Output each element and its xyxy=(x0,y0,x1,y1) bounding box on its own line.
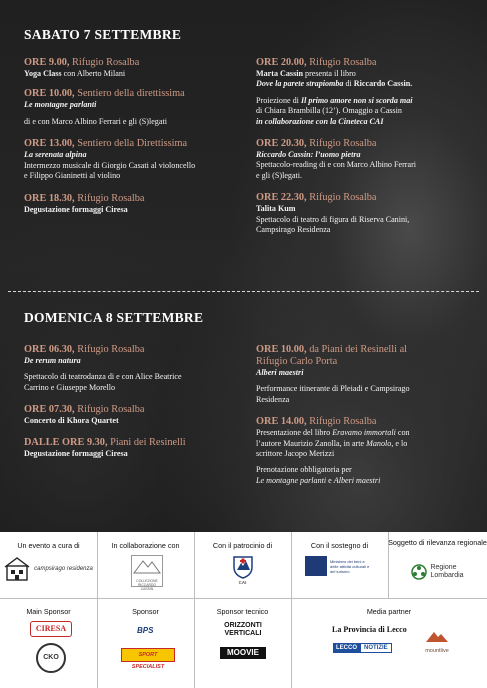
event-title: Degustazione formaggi Ciresa xyxy=(24,205,128,215)
orizzonti-verticali-logo: ORIZZONTI VERTICALI xyxy=(224,622,262,637)
event-uomo-pietra xyxy=(256,138,484,181)
event-title: Concerto di Khora Quartet xyxy=(24,416,119,426)
event-desc: Presentazione del libro xyxy=(256,428,333,438)
logo-text: Lombardia xyxy=(430,572,464,579)
event-desc: di e con Marco Albino Ferrari e gli (S)legati xyxy=(24,116,167,126)
event-desc: e Filippo Gianinetti al violino xyxy=(24,171,121,181)
event-author: Riccardo Cassin. xyxy=(353,79,413,89)
cassin-logo xyxy=(131,555,163,591)
event-desc: l’autore Maurizio Zanolla, in arte xyxy=(256,438,367,448)
box-caption: Sponsor xyxy=(132,607,159,616)
ciresa-logo: CIRESA xyxy=(30,621,72,637)
box-caption: Media partner xyxy=(366,607,412,616)
logo-text: campsirago residenza xyxy=(34,565,93,572)
event-title: Eravamo immortali xyxy=(332,428,396,438)
event-title: Le montagne parlanti xyxy=(24,100,97,110)
mountlive-logo xyxy=(419,629,455,654)
box-caption: Un evento a cura di xyxy=(17,541,80,550)
main-sponsor-box xyxy=(0,598,98,688)
organizer-box xyxy=(0,532,98,599)
box-caption: Main Sponsor xyxy=(26,607,71,616)
lombardia-rose-icon xyxy=(411,564,427,580)
event-place: Sentiero della Direttissima xyxy=(74,138,188,150)
day1-right-column xyxy=(256,57,484,245)
campsirago-logo xyxy=(0,556,97,582)
event-desc: presenta il libro xyxy=(303,69,356,78)
box-caption: Sponsor tecnico xyxy=(216,607,269,616)
booking-note: Prenotazione obbligatoria per xyxy=(256,465,352,475)
sponsor-box xyxy=(97,598,195,688)
sport-specialist-logo: SPORT SPECIALIST xyxy=(121,648,175,662)
lecco-notizie-logo xyxy=(333,643,392,653)
event-desc: Spettacolo di teatrodanza di e con Alice Beatrice xyxy=(24,372,182,382)
mibact-mark-icon xyxy=(305,556,327,576)
event-place: Piani dei Resinelli xyxy=(107,436,186,448)
event-time: ORE 14.00, xyxy=(256,416,307,428)
patronage-box xyxy=(194,532,292,599)
booking-event: Le montagne parlanti xyxy=(256,475,327,485)
event-place: Rifugio Rosalba xyxy=(306,416,377,428)
logo-text: LECCO xyxy=(333,643,360,653)
event-place: Rifugio Rosalba xyxy=(306,138,377,150)
event-time: ORE 20.30, xyxy=(256,138,307,150)
event-yoga xyxy=(24,57,246,79)
cai-logo xyxy=(194,555,291,586)
box-caption: Con il sostegno di xyxy=(310,541,369,550)
event-title: Yoga Class xyxy=(24,69,62,78)
event-time: ORE 13.00, xyxy=(24,138,75,150)
box-caption: Soggetto di rilevanza regionale xyxy=(388,538,487,547)
event-desc: con Alberto Milani xyxy=(61,69,126,78)
tech-sponsor-box xyxy=(194,598,292,688)
event-montagne-parlanti xyxy=(24,88,246,127)
event-time: ORE 9.00, xyxy=(24,57,70,68)
event-desc: e gli (S)legati. xyxy=(256,170,303,180)
event-title: Talita Kum xyxy=(256,204,296,214)
event-desc: scrittore Jacopo Merizzi xyxy=(256,449,335,459)
moovie-logo: MOOVIE xyxy=(220,647,266,659)
logo-text: Ministero dei beni e delle attività culturali e del turismo xyxy=(330,558,370,574)
event-place: Rifugio Rosalba xyxy=(69,57,140,68)
cko-logo: CKO xyxy=(36,643,66,673)
collaboration-box xyxy=(97,532,195,599)
event-marta-cassin xyxy=(256,57,484,127)
event-place: Sentiero della direttissima xyxy=(74,88,185,100)
logo-text: Regione xyxy=(430,564,457,571)
logo-text: mountlive xyxy=(425,648,449,654)
event-desc: Campsirago Residenza xyxy=(256,225,331,235)
event-place: da Piani dei Resinelli al xyxy=(306,344,408,355)
mountain-icon xyxy=(132,556,162,574)
day2-right-column xyxy=(256,344,484,496)
event-desc: , e lo xyxy=(391,438,408,448)
event-time: ORE 06.30, xyxy=(24,344,75,355)
box-caption: In collaborazione con xyxy=(111,541,180,550)
event-desc: di xyxy=(343,79,354,89)
event-time: ORE 22.30, xyxy=(256,192,307,204)
event-place: Rifugio Rosalba xyxy=(74,344,145,355)
event-eravamo-immortali xyxy=(256,416,484,486)
event-desc: di Chiara Brambilla (12’). Omaggio a Cassin xyxy=(256,106,402,116)
bps-logo: BPS xyxy=(137,626,154,635)
event-desc: Proiezione di xyxy=(256,95,301,105)
event-title: Il primo amore non si scorda mai xyxy=(300,95,413,105)
event-degustazione-sunday xyxy=(24,437,246,459)
booking-note: e xyxy=(326,475,334,485)
event-time: ORE 20.00, xyxy=(256,57,307,68)
event-time: DALLE ORE 9.30, xyxy=(24,436,108,448)
support-box xyxy=(291,532,389,599)
event-time: ORE 18.30, xyxy=(24,193,75,205)
event-place: Rifugio Rosalba xyxy=(306,192,377,204)
event-title: Dove la parete strapiomba xyxy=(256,79,344,89)
mibact-logo xyxy=(291,556,388,576)
event-title: Alberi maestri xyxy=(256,368,304,377)
event-desc: Manolo xyxy=(366,438,392,448)
event-degustazione xyxy=(24,193,246,215)
event-desc: con xyxy=(395,428,410,438)
event-desc: Residenza xyxy=(256,394,290,404)
day-title-saturday: SABATO 7 SETTEMBRE xyxy=(24,27,182,42)
event-title: La serenata alpina xyxy=(24,150,87,160)
mountain-icon xyxy=(425,629,449,643)
media-partner-box xyxy=(291,598,487,688)
day2-left-column xyxy=(24,344,246,469)
event-time: ORE 10.00, xyxy=(24,88,75,100)
logo-text: CAI xyxy=(238,580,247,585)
day1-left-column xyxy=(24,57,246,226)
event-alberi-maestri xyxy=(256,344,484,405)
sponsors-section xyxy=(0,532,487,688)
event-author: Marta Cassin xyxy=(256,69,303,78)
event-desc: Performance itinerante di Pleiadi e Campsirago xyxy=(256,384,410,394)
logo-text: NOTIZIE xyxy=(360,643,392,653)
event-desc: Carrino e Giuseppe Morello xyxy=(24,382,116,392)
cai-shield-icon xyxy=(232,555,254,579)
event-place: Rifugio Carlo Porta xyxy=(256,356,338,367)
event-place: Rifugio Rosalba xyxy=(306,57,377,68)
day-title-sunday: DOMENICA 8 SETTEMBRE xyxy=(24,310,204,325)
dashed-divider xyxy=(8,291,479,292)
event-place: Rifugio Rosalba xyxy=(74,193,145,205)
event-title: Riccardo Cassin: l’uomo pietra xyxy=(256,150,361,160)
booking-event: Alberi maestri xyxy=(333,475,381,485)
house-icon xyxy=(4,556,30,582)
event-title: De rerum natura xyxy=(24,356,81,365)
event-desc: Intermezzo musicale di Giorgio Casati al violoncello xyxy=(24,160,196,170)
event-desc: in collaborazione con la Cineteca CAI xyxy=(256,116,384,126)
event-title: Degustazione formaggi Ciresa xyxy=(24,448,128,458)
event-place: Rifugio Rosalba xyxy=(74,404,145,416)
event-talita-kum xyxy=(256,192,484,235)
event-serenata-alpina xyxy=(24,138,246,181)
event-desc: Spettacolo di teatro di figura di Riserva Canini, xyxy=(256,214,410,224)
event-desc: Spettacolo-reading di e con Marco Albino Ferrari xyxy=(256,160,417,170)
event-khora-quartet xyxy=(24,404,246,426)
event-de-rerum-natura xyxy=(24,344,246,393)
provincia-di-lecco-logo: La Provincia di Lecco xyxy=(332,625,407,634)
event-time: ORE 10.00, xyxy=(256,344,307,355)
regional-box xyxy=(388,532,487,599)
event-time: ORE 07.30, xyxy=(24,404,75,416)
logo-text: COLLEZIONE RICCARDO CASSIN xyxy=(136,579,158,591)
box-caption: Con il patrocinio di xyxy=(212,541,273,550)
regione-lombardia-logo xyxy=(388,564,487,580)
